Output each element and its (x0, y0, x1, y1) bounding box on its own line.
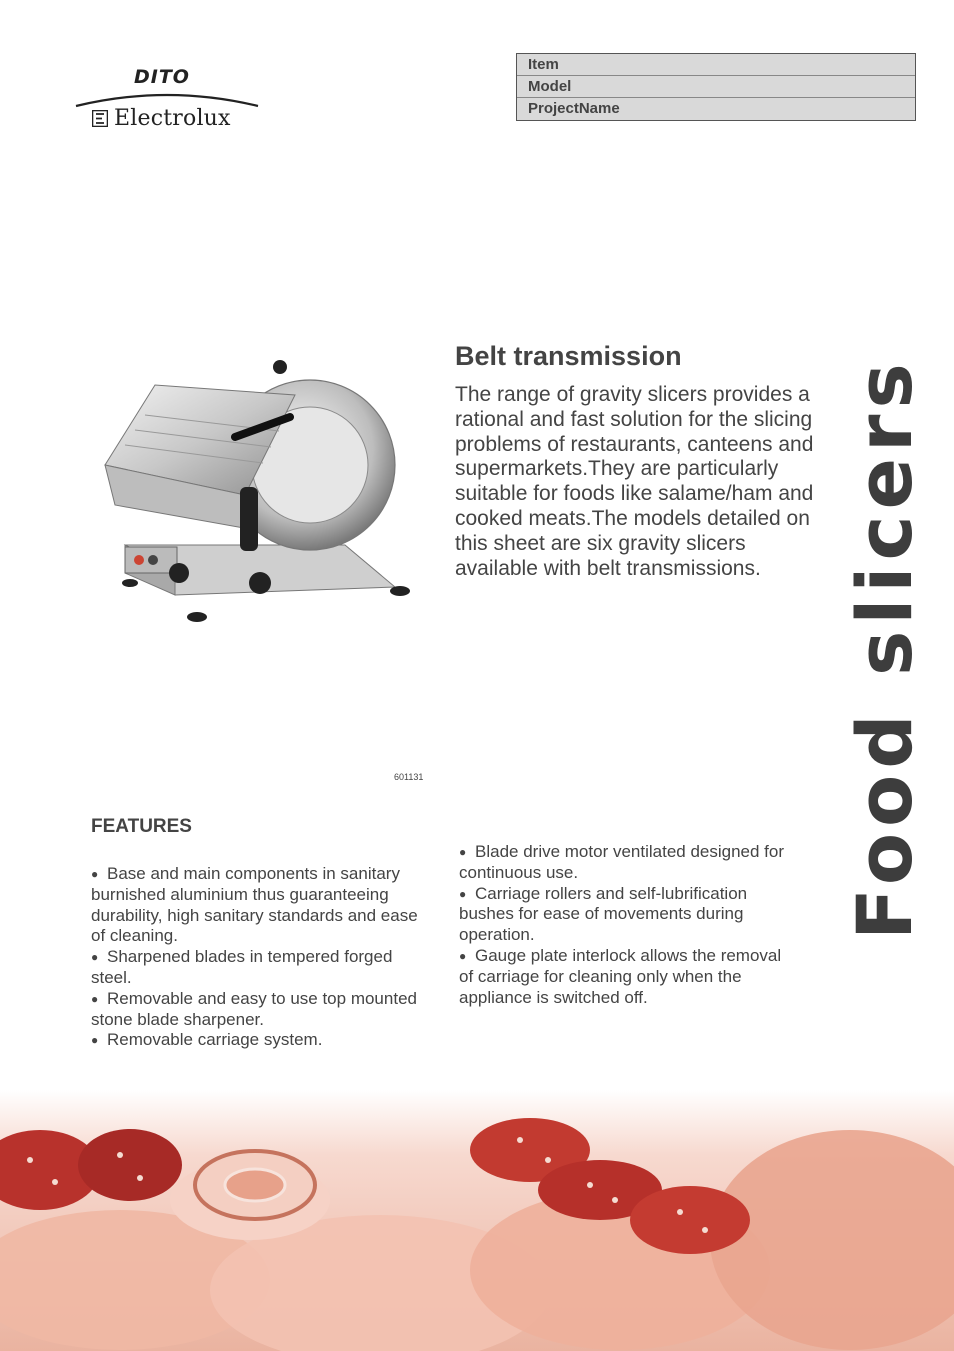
brand-logo (72, 66, 262, 136)
bullet-icon: ● (91, 867, 99, 881)
side-title: Food slicers (840, 357, 929, 940)
slicer-product-image (95, 355, 415, 630)
bullet-icon: ● (459, 886, 467, 901)
bullet-icon: ● (91, 991, 99, 1006)
features-list-left (91, 864, 421, 1051)
features-list-right (459, 842, 799, 1008)
project-name-field[interactable]: ProjectName (528, 100, 620, 117)
electrolux-wordmark (92, 106, 231, 131)
bullet-icon: ● (91, 950, 99, 965)
electrolux-name: Electrolux (114, 106, 231, 131)
list-item: ● Removable and easy to use top mounted stone blade sharpener. (91, 988, 417, 1029)
photo-code: 601131 (394, 772, 424, 782)
bullet-icon: ● (459, 948, 467, 963)
electrolux-mark-icon (92, 110, 108, 127)
intro-paragraph: The range of gravity slicers provides a rational and fast solution for the slicing problems of restaurants, canteens and supermarkets.They are particularly suitable for foods like salame/ham and cooked meats.The models detailed on this sheet are six gravity slicers available with belt transmissions. (455, 383, 814, 580)
list-item: ● Carriage rollers and self-lubrification bushes for ease of movements during operation. (459, 883, 748, 945)
bullet-icon: ● (91, 1033, 99, 1048)
dito-logo-text: DITO (134, 66, 190, 88)
page-title: Belt transmission (455, 341, 682, 371)
list-item: ● Sharpened blades in tempered forged steel. (91, 947, 393, 987)
item-field[interactable]: Item (517, 54, 915, 76)
list-item: ● Gauge plate interlock allows the removal of carriage for cleaning only when the appliance is switched off. (459, 945, 782, 1007)
features-heading: FEATURES (91, 816, 192, 837)
list-item: ● Blade drive motor ventilated designed for continuous use. (459, 842, 785, 882)
project-info-table (516, 53, 916, 121)
bullet-icon: ● (459, 845, 467, 859)
list-item: ● Removable carriage system. (91, 1030, 323, 1050)
cold-cuts-footer-image (0, 1090, 954, 1351)
model-field[interactable]: Model (517, 76, 915, 98)
list-item: ● Base and main components in sanitary burnished aluminium thus guaranteeing durability, high sanitary standards and ease of cleaning. (91, 864, 418, 946)
